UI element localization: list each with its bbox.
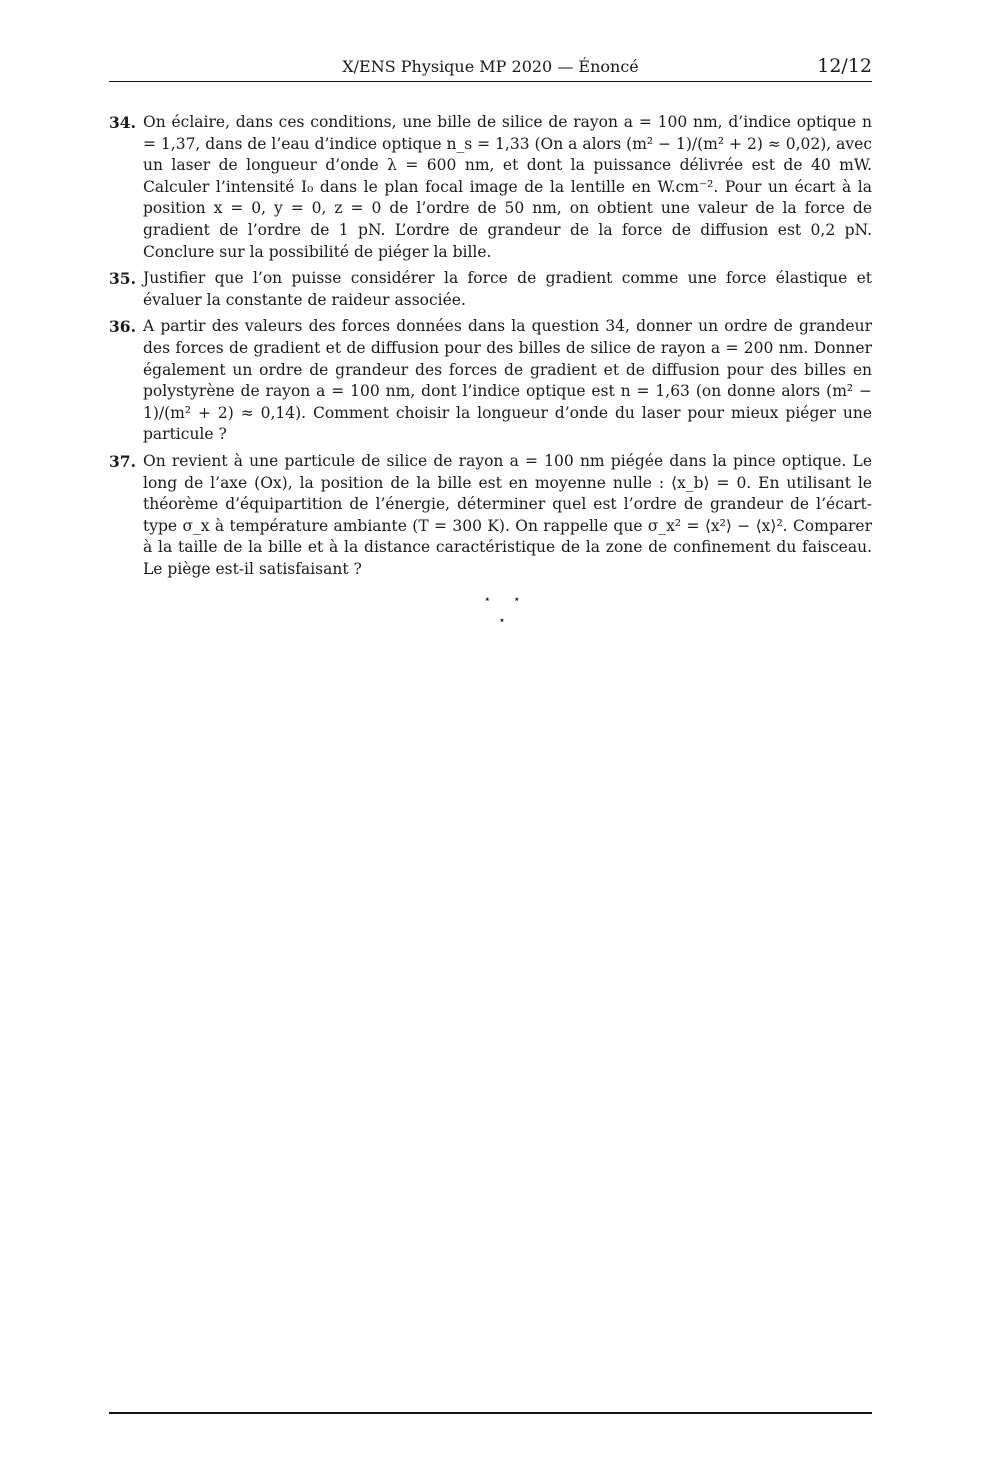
- question-text: On éclaire, dans ces conditions, une bille de silice de rayon a = 100 nm, d’indice optique n = 1,37, dans de l’eau d’indice optique n_s = 1,33 (On a alors (m² − 1)/(m² + 2) ≈ 0,02), avec un laser de longueur d’onde λ = 600 nm, et dont la puissance délivrée est de 40 mW. Calculer l’intensité I₀ dans le plan focal image de la lentille en W.cm⁻². Pour un écart à la position x = 0, y = 0, z = 0 de l’ordre de 50 nm, on obtient une valeur de la force de gradient de l’ordre de 1 pN. L’ordre de grandeur de la force de diffusion est 0,2 pN. Conclure sur la possibilité de piéger la bille.: [143, 113, 872, 261]
- question-34: [109, 112, 872, 263]
- question-36: [109, 316, 872, 446]
- question-37: [109, 451, 872, 581]
- question-number: 37.: [109, 451, 136, 471]
- end-mark-bottom: [0, 614, 1004, 626]
- question-list: [109, 112, 872, 585]
- footer-rule: [109, 1412, 872, 1414]
- question-text: On revient à une particule de silice de rayon a = 100 nm piégée dans la pince optique. Le long de l’axe (Ox), la position de la bille est en moyenne nulle : ⟨x_b⟩ = 0. En utilisant le théorème d’équipartition de l’énergie, déterminer quel est l’ordre de grandeur de l’écart-type σ_x à température ambiante (T = 300 K). On rappelle que σ_x² = ⟨x²⟩ − ⟨x⟩². Comparer à la taille de la bille et à la distance caractéristique de la zone de confinement du faisceau. Le piège est-il satisfaisant ?: [143, 451, 872, 578]
- question-text: A partir des valeurs des forces données dans la question 34, donner un ordre de grandeur des forces de gradient et de diffusion pour des billes de silice de rayon a = 200 nm. Donner également un ordre de grandeur des forces de gradient et de diffusion pour des billes en polystyrène de rayon a = 100 nm, dont l’indice optique est n = 1,63 (on donne alors (m² − 1)/(m² + 2) ≈ 0,14). Comment choisir la longueur d’onde du laser pour mieux piéger une particule ?: [143, 317, 872, 444]
- question-text: Justifier que l’on puisse considérer la force de gradient comme une force élastique et évaluer la constante de raideur associée.: [143, 269, 872, 309]
- page-number: 12/12: [817, 55, 872, 77]
- end-mark-top: [0, 593, 1004, 605]
- star-icon: ⋆: [498, 613, 506, 627]
- page-header: [109, 55, 872, 82]
- question-number: 35.: [109, 269, 136, 289]
- question-35: [109, 268, 872, 311]
- question-number: 34.: [109, 113, 136, 132]
- star-icon: ⋆: [483, 592, 491, 606]
- question-number: 36.: [109, 317, 136, 337]
- star-icon: ⋆: [513, 592, 521, 606]
- header-title: X/ENS Physique MP 2020 — Énoncé: [342, 57, 639, 76]
